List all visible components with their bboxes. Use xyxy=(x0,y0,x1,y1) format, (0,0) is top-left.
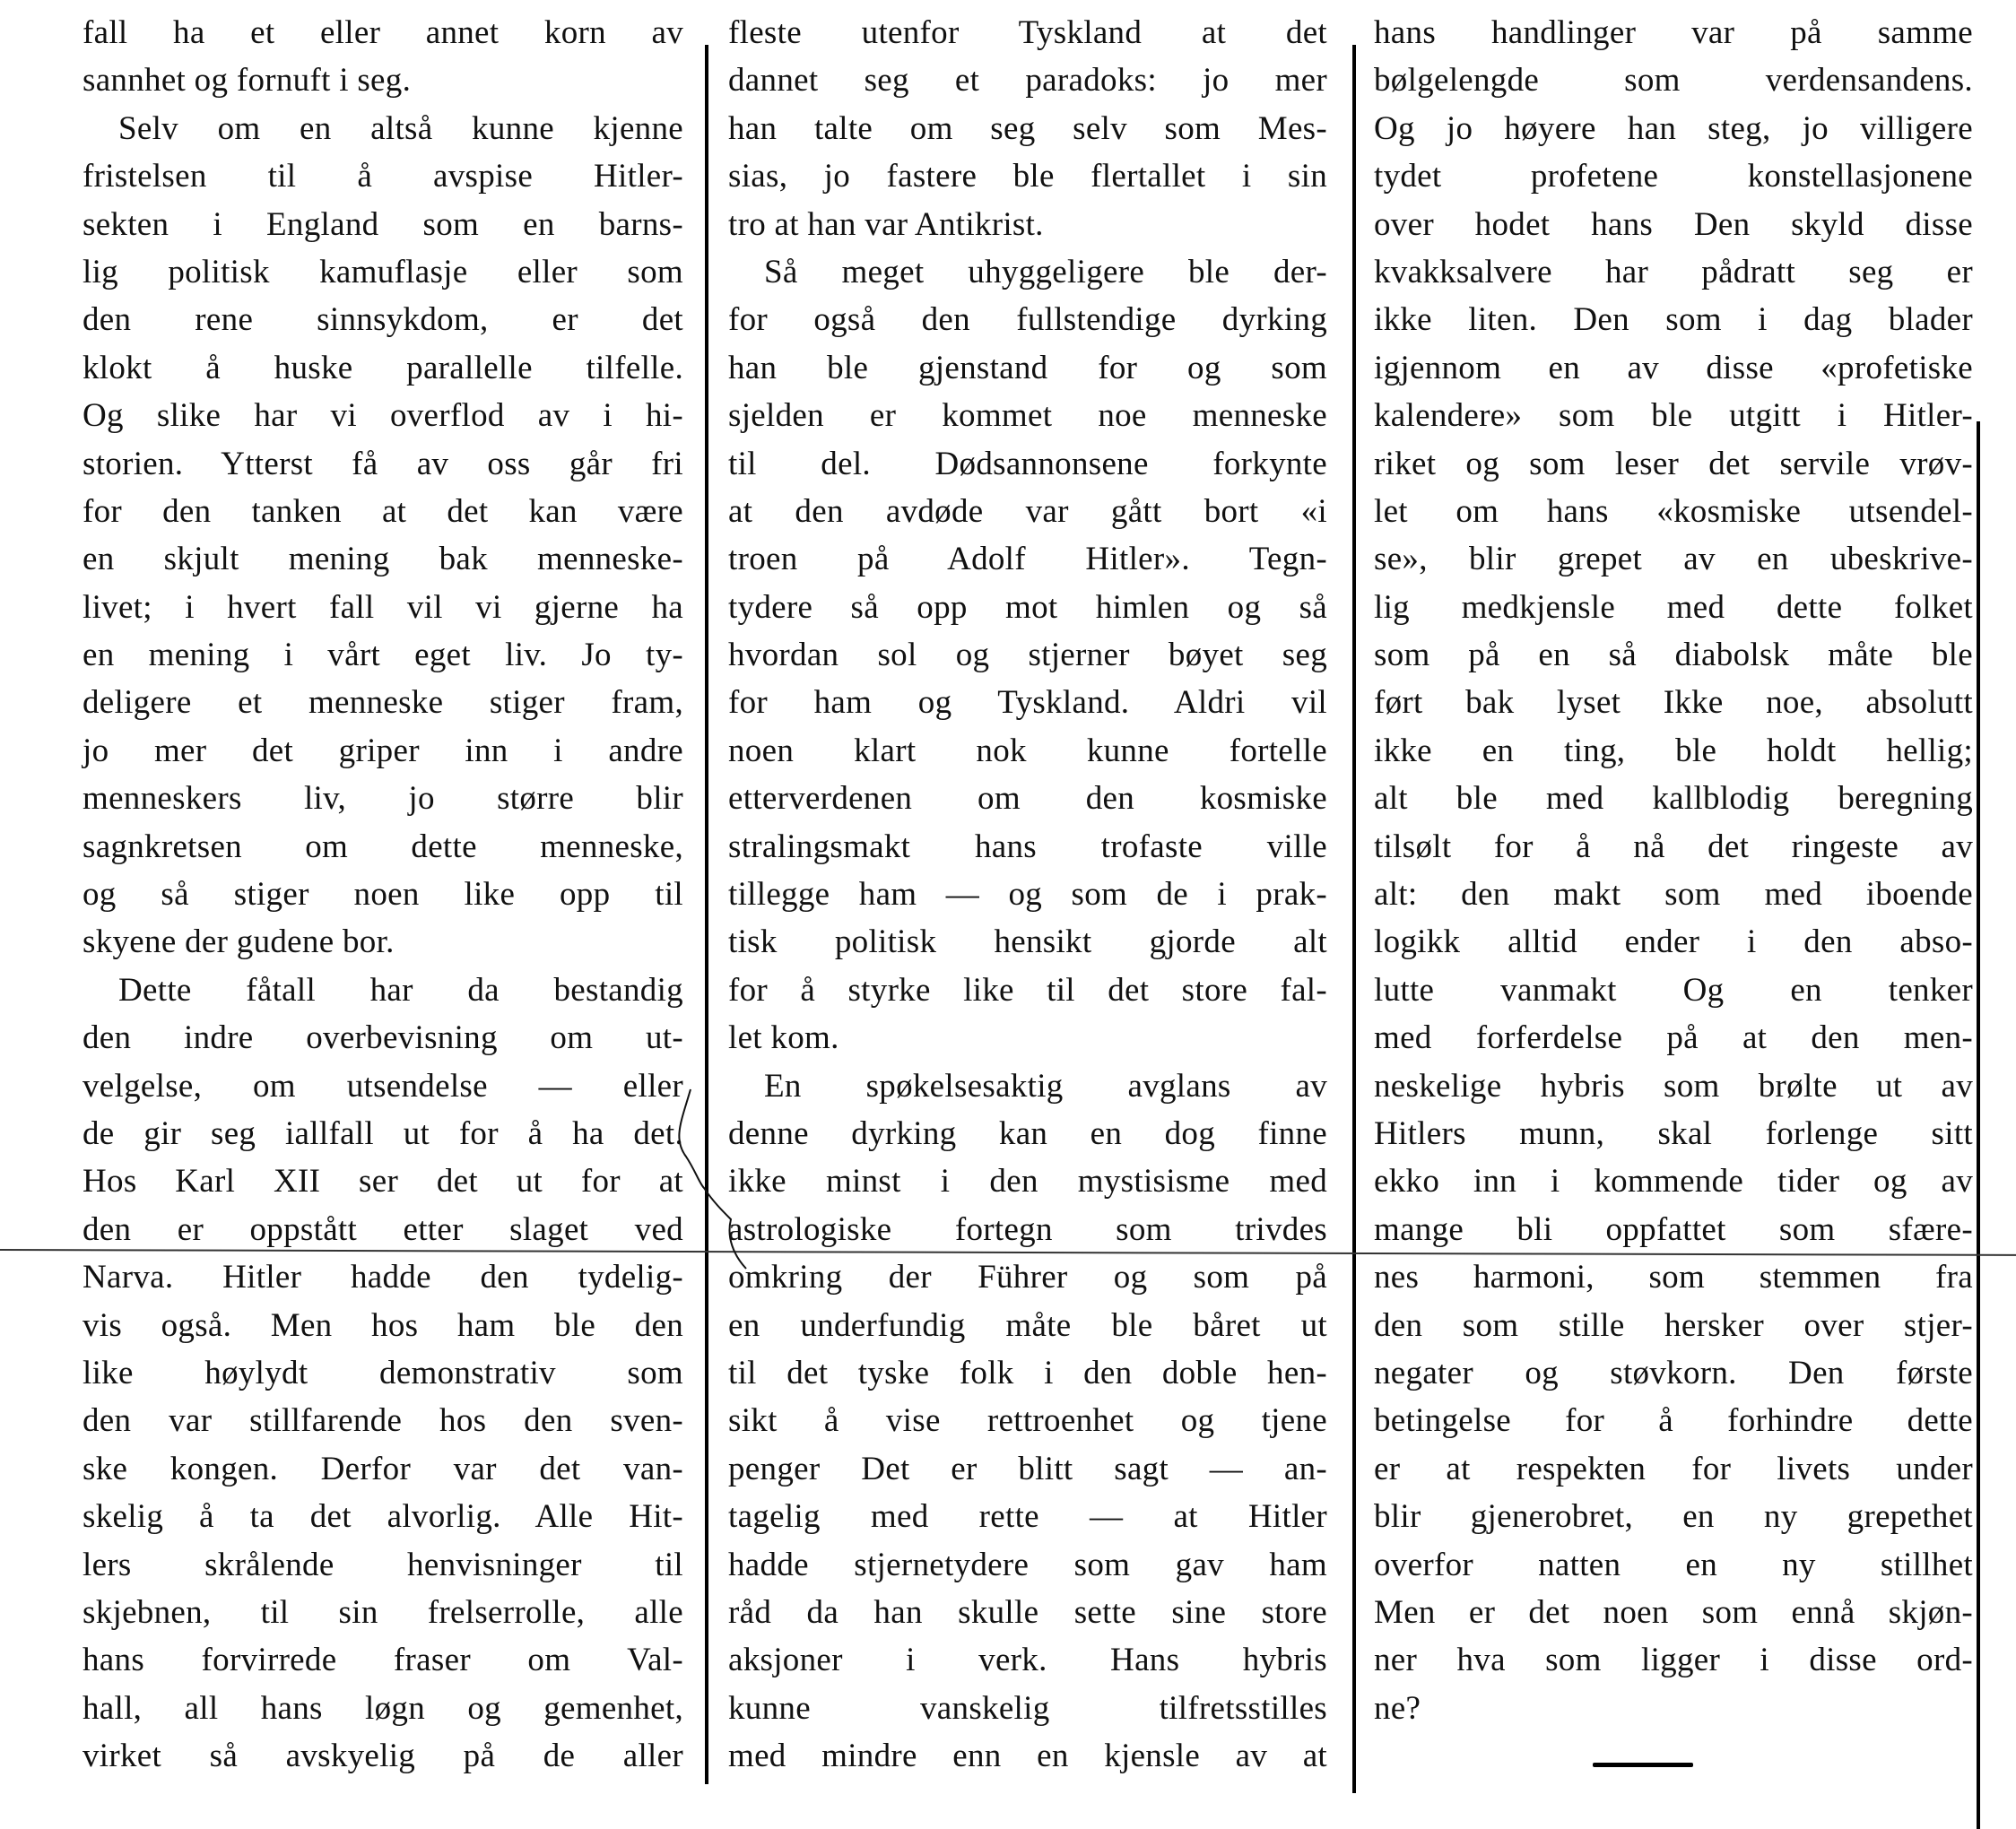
text-line: som på en så diabolsk måte ble xyxy=(1374,637,1973,674)
text-line: skyene der gudene bor. xyxy=(83,923,395,961)
text-line: etterverdenen om den kosmiske xyxy=(728,780,1327,818)
text-line: sagnkretsen om dette menneske, xyxy=(83,828,683,865)
text-line: fleste utenfor Tyskland at det xyxy=(728,14,1327,51)
text-line: kunne vanskelig tilfretsstilles xyxy=(728,1689,1327,1727)
article-end-rule xyxy=(1593,1763,1693,1767)
text-line: penger Det er blitt sagt — an- xyxy=(728,1450,1327,1487)
text-line: over hodet hans Den skyld disse xyxy=(1374,205,1973,243)
text-line: se», blir grepet av en ubeskrive- xyxy=(1374,541,1973,578)
text-line: En spøkelsesaktig avglans av xyxy=(764,1067,1327,1105)
text-line: alt ble med kallblodig beregning xyxy=(1374,780,1973,818)
text-line: skjebnen, til sin frelserrolle, alle xyxy=(83,1593,683,1631)
text-line: troen på Adolf Hitler». Tegn- xyxy=(728,541,1327,578)
text-line: velgelse, om utsendelse — eller xyxy=(83,1067,683,1105)
text-line: lers skrålende henvisninger til xyxy=(83,1546,683,1583)
text-line: med mindre enn en kjensle av at xyxy=(728,1738,1327,1775)
text-line: bølgelengde som verdensandens. xyxy=(1374,62,1973,100)
text-line: like høylydt demonstrativ som xyxy=(83,1354,683,1391)
text-line: storien. Ytterst få av oss går fri xyxy=(83,445,683,482)
text-line: deligere et menneske stiger fram, xyxy=(83,684,683,722)
text-line: hans forvirrede fraser om Val- xyxy=(83,1642,683,1679)
text-line: noen klart nok kunne fortelle xyxy=(728,732,1327,769)
text-line: overfor natten en ny stillhet xyxy=(1374,1546,1973,1583)
text-line: alt: den makt som med iboende xyxy=(1374,876,1973,914)
text-line: ikke minst i den mystisisme med xyxy=(728,1163,1327,1201)
text-line: astrologiske fortegn som trivdes xyxy=(728,1210,1327,1248)
text-line: han ble gjenstand for og som xyxy=(728,349,1327,386)
text-line: negater og støvkorn. Den første xyxy=(1374,1354,1973,1391)
text-line: tilsølt for å nå det ringeste av xyxy=(1374,828,1973,865)
text-line: en skjult mening bak menneske- xyxy=(83,541,683,578)
text-line: råd da han skulle sette sine store xyxy=(728,1593,1327,1631)
text-line: han talte om seg selv som Mes- xyxy=(728,109,1327,147)
text-line: Og slike har vi overflod av i hi- xyxy=(83,397,683,435)
text-line: ske kongen. Derfor var det van- xyxy=(83,1450,683,1487)
text-line: logikk alltid ender i den abso- xyxy=(1374,923,1973,961)
text-line: ne? xyxy=(1374,1689,1421,1727)
text-line: kvakksalvere har pådratt seg er xyxy=(1374,253,1973,290)
text-line: Hitlers munn, skal forlenge sitt xyxy=(1374,1114,1973,1152)
text-line: ikke en ting, ble holdt hellig; xyxy=(1374,732,1973,769)
text-line: tagelig med rette — at Hitler xyxy=(728,1498,1327,1536)
text-line: den var stillfarende hos den sven- xyxy=(83,1402,683,1440)
text-line: lutte vanmakt Og en tenker xyxy=(1374,971,1973,1009)
text-line: den rene sinnsykdom, er det xyxy=(83,301,683,339)
text-line: Hos Karl XII ser det ut for at xyxy=(83,1163,683,1201)
text-line: dannet seg et paradoks: jo mer xyxy=(728,62,1327,100)
text-line: virket så avskyelig på de aller xyxy=(83,1738,683,1775)
text-line: igjennom en av disse «profetiske xyxy=(1374,349,1973,386)
text-line: let kom. xyxy=(728,1019,839,1057)
article-column-1 xyxy=(83,9,683,1780)
text-line: hall, all hans løgn og gemenhet, xyxy=(83,1689,683,1727)
text-line: tro at han var Antikrist. xyxy=(728,205,1044,243)
text-line: omkring der Führer og som på xyxy=(728,1259,1327,1296)
text-line: tisk politisk hensikt gjorde alt xyxy=(728,923,1327,961)
text-line: sekten i England som en barns- xyxy=(83,205,683,243)
text-line: den indre overbevisning om ut- xyxy=(83,1019,683,1057)
text-line: Narva. Hitler hadde den tydelig- xyxy=(83,1259,683,1296)
text-line: Selv om en altså kunne kjenne xyxy=(118,109,683,147)
text-line: skelig å ta det alvorlig. Alle Hit- xyxy=(83,1498,683,1536)
text-line: let om hans «kosmiske utsendel- xyxy=(1374,492,1973,530)
article-column-2 xyxy=(728,9,1327,1780)
text-line: menneskers liv, jo større blir xyxy=(83,780,683,818)
text-line: er at respekten for livets under xyxy=(1374,1450,1973,1487)
text-line: tydet profetene konstellasjonene xyxy=(1374,158,1973,195)
text-line: kalendere» som ble utgitt i Hitler- xyxy=(1374,397,1973,435)
text-line: med forferdelse på at den men- xyxy=(1374,1019,1973,1057)
text-line: den er oppstått etter slaget ved xyxy=(83,1210,683,1248)
text-line: klokt å huske parallelle tilfelle. xyxy=(83,349,683,386)
text-line: Dette fåtall har da bestandig xyxy=(118,971,683,1009)
text-line: Så meget uhyggeligere ble der- xyxy=(764,253,1327,290)
text-line: fall ha et eller annet korn av xyxy=(83,14,683,51)
text-line: lig politisk kamuflasje eller som xyxy=(83,253,683,290)
text-line: Og jo høyere han steg, jo villigere xyxy=(1374,109,1973,147)
text-line: betingelse for å forhindre dette xyxy=(1374,1402,1973,1440)
text-line: sias, jo fastere ble flertallet i sin xyxy=(728,158,1327,195)
text-line: og så stiger noen like opp til xyxy=(83,876,683,914)
text-line: ført bak lyset Ikke noe, absolutt xyxy=(1374,684,1973,722)
text-line: for den tanken at det kan være xyxy=(83,492,683,530)
text-line: hadde stjernetydere som gav ham xyxy=(728,1546,1327,1583)
text-line: de gir seg iallfall ut for å ha det. xyxy=(83,1114,683,1152)
text-line: livet; i hvert fall vil vi gjerne ha xyxy=(83,588,683,626)
text-line: hans handlinger var på samme xyxy=(1374,14,1973,51)
text-line: denne dyrking kan en dog finne xyxy=(728,1114,1327,1152)
text-line: Men er det noen som ennå skjøn- xyxy=(1374,1593,1973,1631)
text-line: aksjoner i verk. Hans hybris xyxy=(728,1642,1327,1679)
column-divider-2 xyxy=(1352,45,1356,1793)
text-line: hvordan sol og stjerner bøyet seg xyxy=(728,637,1327,674)
text-line: tydere så opp mot himlen og så xyxy=(728,588,1327,626)
text-line: for også den fullstendige dyrking xyxy=(728,301,1327,339)
text-line: for å styrke like til det store fal- xyxy=(728,971,1327,1009)
text-line: neskelige hybris som brølte ut av xyxy=(1374,1067,1973,1105)
text-line: riket og som leser det servile vrøv- xyxy=(1374,445,1973,482)
text-line: fristelsen til å avspise Hitler- xyxy=(83,158,683,195)
text-line: sikt å vise rettroenhet og tjene xyxy=(728,1402,1327,1440)
text-line: en underfundig måte ble båret ut xyxy=(728,1306,1327,1344)
text-line: tillegge ham — og som de i prak- xyxy=(728,876,1327,914)
text-line: at den avdøde var gått bort «i xyxy=(728,492,1327,530)
text-line: til del. Dødsannonsene forkynte xyxy=(728,445,1327,482)
article-column-3 xyxy=(1374,9,1973,1732)
text-line: for ham og Tyskland. Aldri vil xyxy=(728,684,1327,722)
text-line: sannhet og fornuft i seg. xyxy=(83,62,412,100)
text-line: sjelden er kommet noe menneske xyxy=(728,397,1327,435)
text-line: til det tyske folk i den doble hen- xyxy=(728,1354,1327,1391)
text-line: ikke liten. Den som i dag blader xyxy=(1374,301,1973,339)
column-divider-3 xyxy=(1977,421,1980,1829)
text-line: blir gjenerobret, en ny grepethet xyxy=(1374,1498,1973,1536)
text-line: nes harmoni, som stemmen fra xyxy=(1374,1259,1973,1296)
text-line: den som stille hersker over stjer- xyxy=(1374,1306,1973,1344)
text-line: lig medkjensle med dette folket xyxy=(1374,588,1973,626)
text-line: vis også. Men hos ham ble den xyxy=(83,1306,683,1344)
text-line: en mening i vårt eget liv. Jo ty- xyxy=(83,637,683,674)
text-line: jo mer det griper inn i andre xyxy=(83,732,683,769)
text-line: mange bli oppfattet som sfære- xyxy=(1374,1210,1973,1248)
text-line: stralingsmakt hans trofaste ville xyxy=(728,828,1327,865)
column-divider-1 xyxy=(705,45,708,1784)
text-line: ner hva som ligger i disse ord- xyxy=(1374,1642,1973,1679)
text-line: ekko inn i kommende tider og av xyxy=(1374,1163,1973,1201)
